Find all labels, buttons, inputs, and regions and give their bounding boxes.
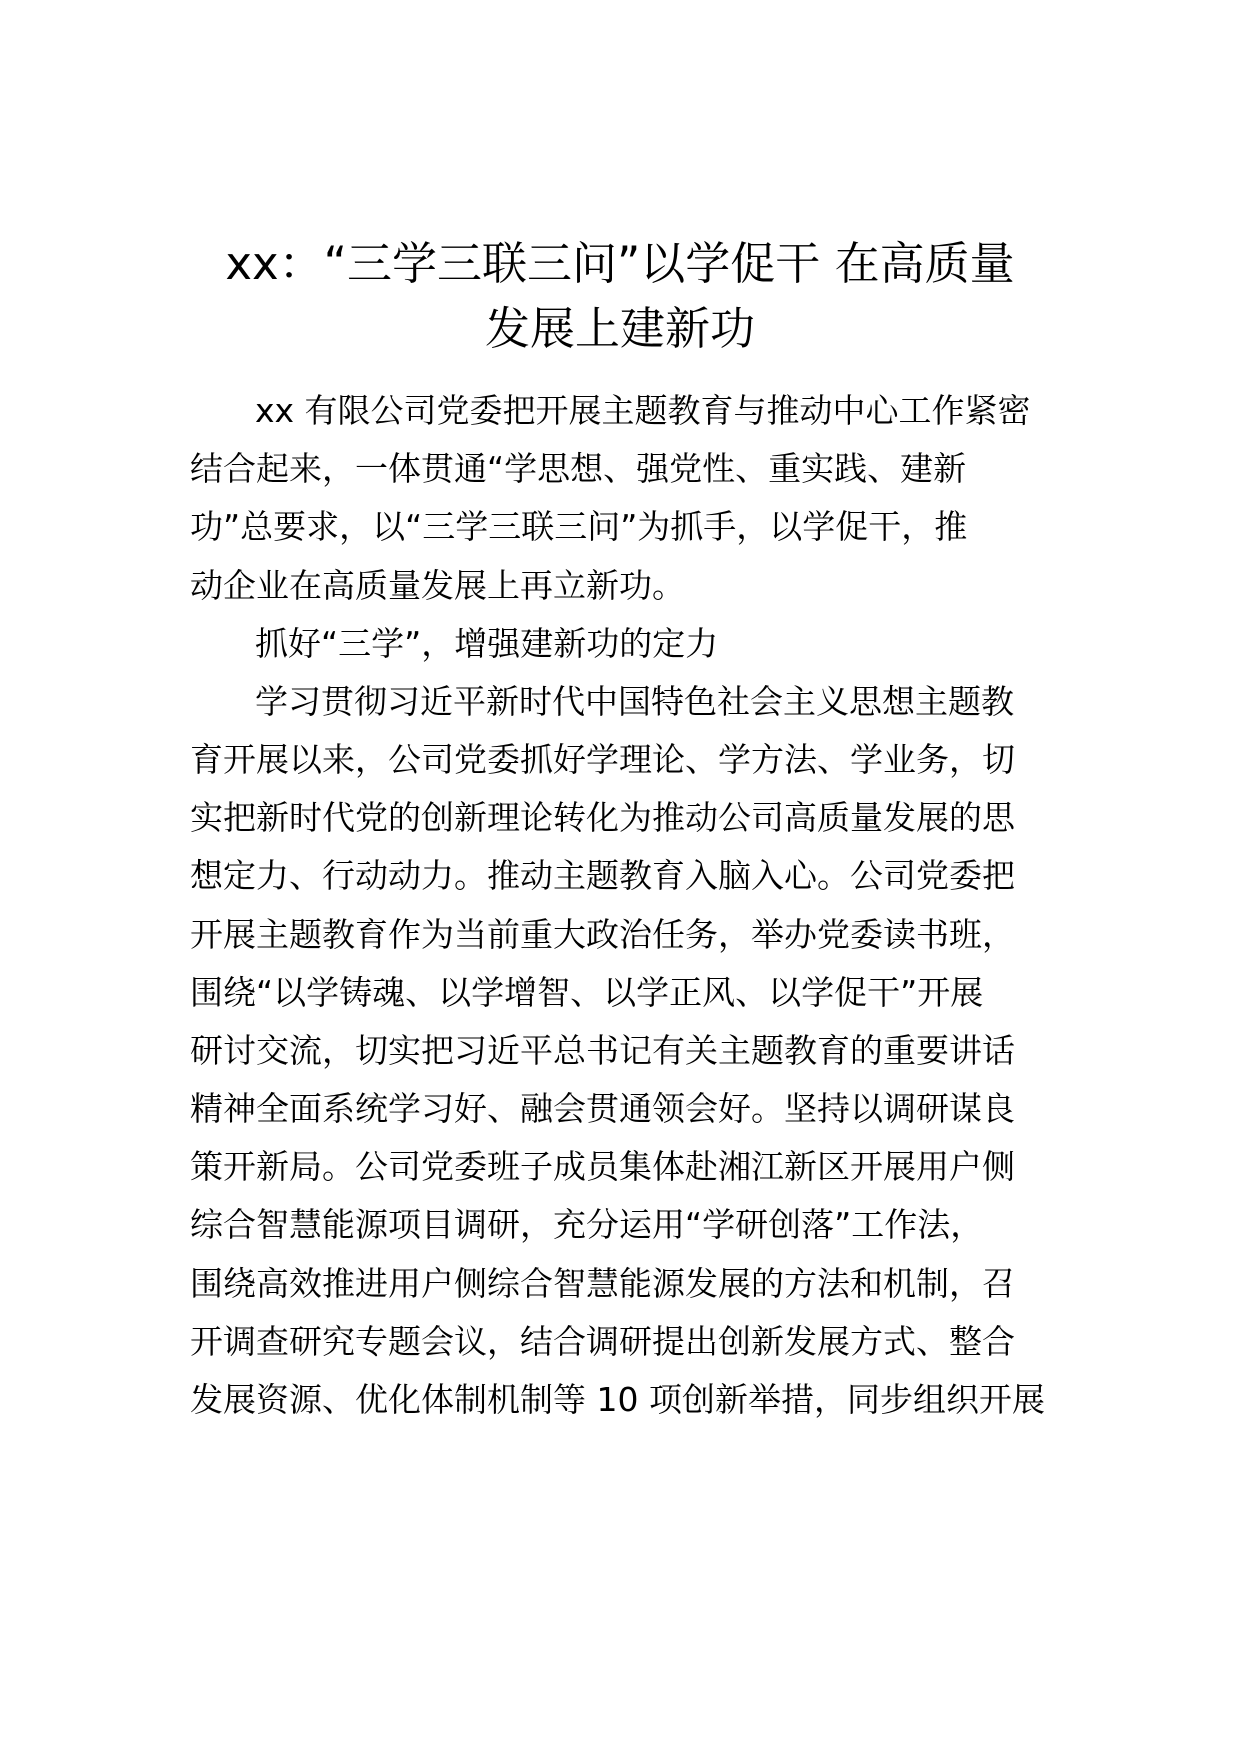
paragraph-line: 育开展以来，公司党委抓好学理论、学方法、学业务，切 (190, 740, 1015, 779)
paragraph-line: 发展资源、优化体制机制等 10 项创新举措，同步组织开展 (190, 1380, 1045, 1419)
paragraph-line: 策开新局。公司党委班子成员集体赴湘江新区开展用户侧 (190, 1147, 1015, 1186)
paragraph-line: 精神全面系统学习好、融会贯通领会好。坚持以调研谋良 (190, 1089, 1015, 1128)
paragraph-line: xx 有限公司党委把开展主题教育与推动中心工作紧密 (255, 391, 1031, 430)
document-title-line-2: 发展上建新功 (484, 302, 755, 355)
paragraph-line: 功”总要求，以“三学三联三问”为抓手，以学促干，推 (190, 507, 968, 546)
paragraph-line: 综合智慧能源项目调研，充分运用“学研创落”工作法， (190, 1205, 984, 1244)
paragraph-line: 围绕“以学铸魂、以学增智、以学正风、以学促干”开展 (190, 973, 984, 1012)
paragraph-line: 开展主题教育作为当前重大政治任务，举办党委读书班， (190, 915, 1015, 954)
paragraph-line: 想定力、行动动力。推动主题教育入脑入心。公司党委把 (190, 856, 1015, 895)
paragraph-line: 实把新时代党的创新理论转化为推动公司高质量发展的思 (190, 798, 1015, 837)
section-heading: 抓好“三学”，增强建新功的定力 (255, 624, 719, 663)
paragraph-line: 学习贯彻习近平新时代中国特色社会主义思想主题教 (255, 682, 1014, 721)
paragraph-line: 围绕高效推进用户侧综合智慧能源发展的方法和机制，召 (190, 1264, 1015, 1303)
paragraph-line: 动企业在高质量发展上再立新功。 (190, 566, 685, 605)
paragraph-line: 开调查研究专题会议，结合调研提出创新发展方式、整合 (190, 1322, 1015, 1361)
document-title-line-1: xx：“三学三联三问”以学促干 在高质量 (225, 237, 1015, 290)
paragraph-line: 结合起来，一体贯通“学思想、强党性、重实践、建新 (190, 449, 967, 488)
paragraph-line: 研讨交流，切实把习近平总书记有关主题教育的重要讲话 (190, 1031, 1015, 1070)
